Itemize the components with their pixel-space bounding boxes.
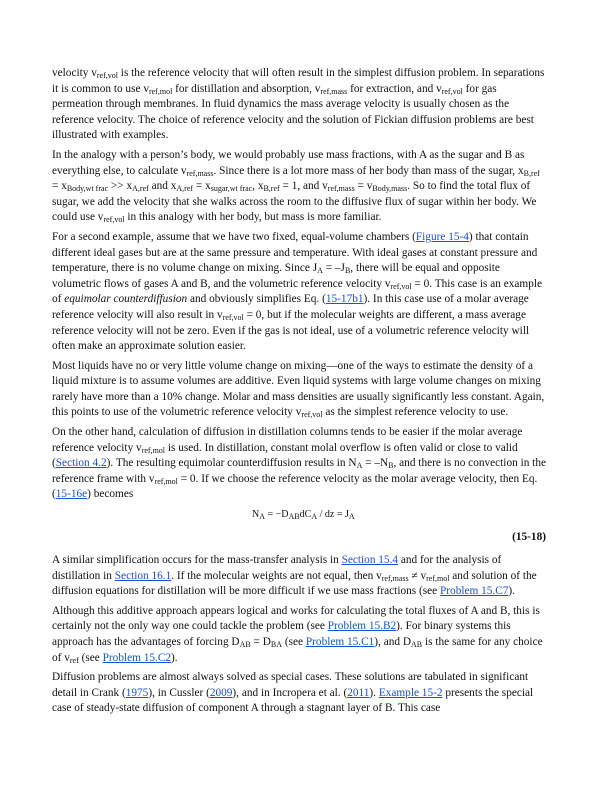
equation-number: (15-18) bbox=[512, 531, 546, 544]
equation-expression: $N_A = -D_{AB}dC_A$ / dz = $J_A$ bbox=[252, 509, 355, 522]
link-problem-15-c2[interactable]: Problem 15.C2 bbox=[102, 651, 172, 664]
link-example-15-2[interactable]: Example 15-2 bbox=[378, 686, 443, 699]
link-section-16-1[interactable]: Section 16.1 bbox=[114, 569, 172, 582]
document-page bbox=[52, 66, 546, 721]
link-figure-15-4[interactable]: Figure 15-4 bbox=[415, 230, 469, 243]
paragraph-5: On the other hand, calculation of diffusion in distillation columns tends to be easier if the molar average reference velocity $v_{ref,mol}$ is used. In distillation, constant molal overflow is often valid or close to valid (Section 4.2). The resulting equimolar counterdiffusion results in $N_A = -N_B$, and there is no convection in the reference frame with $v_{ref,mol} = 0$. If we choose the reference velocity as the molar average velocity, then Eq. (15-16e) becomes bbox=[52, 426, 546, 501]
paragraph-4: Most liquids have no or very little volume change on mixing—one of the ways to estimate the density of a liquid mixture is to assume volumes are additive. Even liquid systems with large volume changes on mixing rarely have more than a 10% change. Molar and mass densities are usually significantly less constant. Again, this points to use of the volumetric reference velocity $v_{ref,vol}$ as the simplest reference velocity to use. bbox=[52, 359, 545, 420]
paragraph-2: In the analogy with a person’s body, we would probably use mass fractions, with A as the sugar and B as everything else, to calculate $v_{ref,mass}$. Since there is a lot more mass of her body than mass of the sugar, $x_{B,ref} = x_{Body,wt frac} >> x_{A,ref}$ and $x_{A,ref} = x_{sugar,wt frac}$, $x_{B,ref} = 1$, and $v_{ref,mass} = v_{Body,mass}$. So to find the total flux of sugar, we add the velocity that she walks across the room to the diffusive flux of sugar within her body. We could use $v_{ref,vol}$ in this analogy with her body, but mass is more familiar. bbox=[52, 148, 540, 225]
paragraph-1: velocity $v_{ref,vol}$ is the reference velocity that will often result in the simplest diffusion problem. In separations it is common to use $v_{ref,mol}$ for distillation and absorption, $v_{ref,mass}$ for extraction, and $v_{ref,vol}$ for gas permeation through membranes. In fluid dynamics the mass average velocity is usually chosen as the reference velocity. The choice of reference velocity and the solution of Fickian diffusion problems are best illustrated with examples. bbox=[52, 67, 545, 142]
link-cussler-2009[interactable]: 2009 bbox=[209, 686, 233, 699]
paragraph-6: A similar simplification occurs for the mass-transfer analysis in Section 15.4 and for the analysis of distillation in Section 16.1. If the molecular weights are not equal, then $v_{ref,mass} \ne v_{ref,mol}$ and solution of the diffusion equations for distillation will be more difficult if we use mass fractions (see Problem 15.C7). bbox=[52, 554, 537, 598]
equation-15-18 bbox=[52, 507, 546, 531]
link-crank-1975[interactable]: 1975 bbox=[125, 686, 149, 699]
paragraph-8: Diffusion problems are almost always solved as special cases. These solutions are tabulated in significant detail in Crank (1975), in Cussler (2009), and in Incropera et al. (2011). Example 15-2 presents the special case of steady-state diffusion of component A through a stagnant layer of B. This case bbox=[52, 671, 534, 715]
link-problem-15-c7[interactable]: Problem 15.C7 bbox=[440, 585, 509, 598]
link-eq-15-17b1[interactable]: 15-17b1 bbox=[325, 293, 364, 306]
link-problem-15-c1[interactable]: Problem 15.C1 bbox=[305, 636, 375, 648]
paragraph-7: Although this additive approach appears logical and works for calculating the total fluxes of A and B, this is certainly not the only way one could tackle the problem (see Problem 15.B2). For binary systems this approach has the advantages of forcing $D_{AB} = D_{BA}$ (see Problem 15.C1), and $D_{AB}$ is the same for any choice of $v_{ref}$ (see Problem 15.C2). bbox=[52, 604, 543, 665]
link-section-15-4[interactable]: Section 15.4 bbox=[341, 554, 399, 567]
link-section-4-2[interactable]: Section 4.2 bbox=[55, 457, 107, 470]
link-incropera-2011[interactable]: 2011 bbox=[347, 686, 370, 699]
link-problem-15-b2[interactable]: Problem 15.B2 bbox=[327, 620, 397, 633]
paragraph-3: For a second example, assume that we have two fixed, equal-volume chambers (Figure 15-4) that contain different ideal gases but are at the same pressure and temperature. With ideal gases at constant pressure and temperature, there is no volume change on mixing. Since $J_A = -J_B$, there will be equal and opposite volumetric flows of gases A and B, and the volumetric reference velocity $v_{ref,vol} = 0$. This case is an example of equimolar counterdiffusion and obviously simplifies Eq. (15-17b1). In this case use of a molar average reference velocity will also result in $v_{ref,vol} = 0$, but if the molecular weights are different, a mass average reference velocity will not be zero. Even if the gas is not ideal, use of a volumetric reference velocity will often make an approximate solution easier. bbox=[52, 230, 543, 353]
link-eq-15-16e[interactable]: 15-16e bbox=[55, 488, 88, 501]
